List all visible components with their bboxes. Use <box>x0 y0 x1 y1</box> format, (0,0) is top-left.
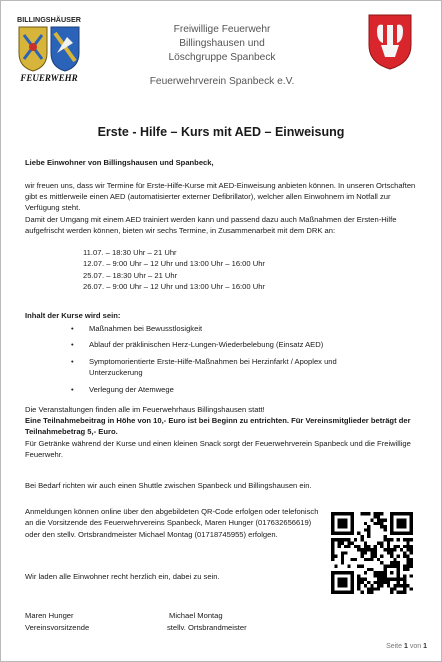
fire-brigade-logo <box>11 13 87 83</box>
signer-role-left: Vereinsvorsitzende <box>25 623 90 632</box>
fire-brigade-coat-of-arms-icon <box>11 13 87 83</box>
course-date: 12.07. – 9:00 Uhr – 12 Uhr und 13:00 Uhr – 16:00 Uhr <box>83 259 265 269</box>
snacks-text: Für Getränke während der Kurse und einen kleinen Snack sorgt der Feuerwehrverein Spanbeck und die Freiwillige Feuerwehr. <box>25 438 411 459</box>
event-details <box>25 404 421 460</box>
invitation-text: Wir laden alle Einwohner recht herzlich ein, dabei zu sein. <box>25 572 220 581</box>
intro-paragraph <box>25 180 421 236</box>
org-verein: Feuerwehrverein Spanbeck e.V. <box>149 76 295 87</box>
logo-wordmark-bottom: FEUERWEHR <box>20 73 78 83</box>
course-dates <box>83 247 265 293</box>
intro-text-2: Damit der Umgang mit einem AED trainiert werden kann und passend dazu auch Maßnahmen der Ersten-Hilfe aufgefrischt werden können, bieten wir sechs Termine, in Zusammenarbeit mit dem DRK an: <box>25 214 397 235</box>
document-title: Erste - Hilfe – Kurs mit AED – Einweisung <box>97 125 345 139</box>
shuttle-text: Bei Bedarf richten wir auch einen Shuttle zwischen Spanbeck und Billingshausen ein. <box>25 481 312 490</box>
municipal-coat-of-arms-icon <box>367 13 413 71</box>
page-current: 1 <box>403 643 408 650</box>
page-prefix: Seite <box>386 643 403 650</box>
page-total: 1 <box>423 643 427 650</box>
list-item: • Verlegung der Atemwege <box>71 384 391 395</box>
list-item: • Maßnahmen bei Bewusstlosigkeit <box>71 323 391 334</box>
page-number <box>386 643 427 650</box>
org-line-3: Löschgruppe Spanbeck <box>168 52 276 63</box>
course-contents-list <box>71 323 391 400</box>
list-item: • Ablauf der präklinischen Herz-Lungen-Wiederbelebung (Einsatz AED) <box>71 339 391 350</box>
signer-role-right: stellv. Ortsbrandmeister <box>167 623 247 632</box>
signature-right <box>167 610 247 634</box>
intro-text: wir freuen uns, dass wir Termine für Erste-Hilfe-Kurse mit AED-Einweisung anbieten können. In unseren Ortschaften gibt es mittlerweile einen AED (automatisierter externer Defibrillator), welcher allen Einwohnern im Notfall zur Verfügung steht. <box>25 181 416 213</box>
fee-text: Eine Teilnahmebeitrag in Höhe von 10,- Euro ist bei Beginn zu entrichten. Für Vereinsmitglieder beträgt der Teilnahmebetrag 5,- Euro. <box>25 416 411 437</box>
signature-left <box>25 610 89 634</box>
logo-wordmark-top: BILLINGSHÄUSER <box>17 15 81 24</box>
contents-heading: Inhalt der Kurse wird sein: <box>25 311 121 320</box>
municipal-logo <box>367 13 413 71</box>
course-date: 26.07. – 9:00 Uhr – 12 Uhr und 13:00 Uhr – 16:00 Uhr <box>83 282 265 292</box>
venue-text: Die Veranstaltungen finden alle im Feuerwehrhaus Billingshausen statt! <box>25 405 265 414</box>
salutation: Liebe Einwohner von Billingshausen und Spanbeck, <box>25 158 214 167</box>
course-date: 11.07. – 18:30 Uhr – 21 Uhr <box>83 248 177 257</box>
page-middle: von <box>409 643 422 650</box>
course-date: 25.07. – 18:30 Uhr – 21 Uhr <box>83 270 178 280</box>
organisation-header <box>141 23 303 89</box>
registration-text: Anmeldungen können online über den abgebildeten QR-Code erfolgen oder telefonisch an die Vorsitzende des Feuerwehrvereins Spanbeck, Maren Hunger (017632656619) oder den stellv. Ortsbrandmeister Michael Montag (01718745955) erfolgen. <box>25 507 319 539</box>
list-item: • Symptomorientierte Erste-Hilfe-Maßnahmen bei Herzinfarkt / Apoplex und Unterzuckerung <box>71 356 391 379</box>
signer-name-left: Maren Hunger <box>25 611 74 620</box>
org-line-2: Billingshausen und <box>179 38 265 49</box>
org-line-1: Freiwillige Feuerwehr <box>173 24 271 35</box>
signer-name-right: Michael Montag <box>169 611 223 620</box>
